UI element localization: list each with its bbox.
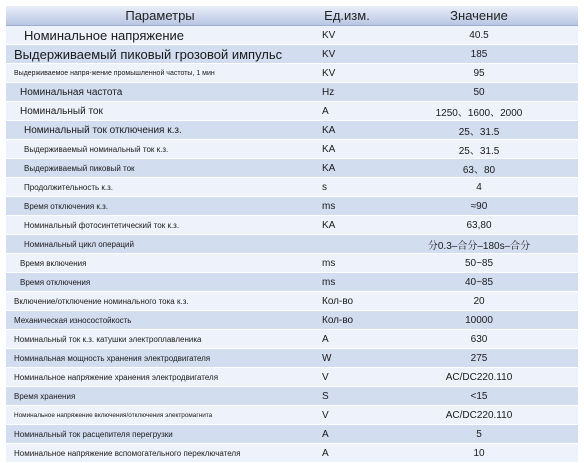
unit-cell: KA (314, 159, 380, 178)
param-cell: Номинальное напряжение вспомогательного переключателя (6, 444, 314, 463)
unit-cell: Кол-во (314, 311, 380, 330)
value-cell: 1250、1600、2000 (380, 102, 578, 121)
value-cell: 4 (380, 178, 578, 197)
table-row (6, 178, 578, 197)
param-cell: Номинальный ток (6, 102, 314, 121)
table-row (6, 311, 578, 330)
unit-cell: Hz (314, 83, 380, 102)
table-row (6, 254, 578, 273)
table-row (6, 444, 578, 463)
param-cell: Механическая износостойкость (6, 311, 314, 330)
table-row (6, 330, 578, 349)
header-param: Параметры (6, 6, 314, 26)
table-row (6, 235, 578, 254)
value-cell: 10 (380, 444, 578, 463)
table-row (6, 387, 578, 406)
table-row (6, 45, 578, 64)
table-row (6, 102, 578, 121)
table-row (6, 349, 578, 368)
value-cell: 5 (380, 425, 578, 444)
value-cell: 10000 (380, 311, 578, 330)
param-cell: Время отключения к.з. (6, 197, 314, 216)
value-cell: 630 (380, 330, 578, 349)
unit-cell: A (314, 330, 380, 349)
unit-cell: KA (314, 216, 380, 235)
param-cell: Выдерживаемый номинальный ток к.з. (6, 140, 314, 159)
table-header-row (6, 6, 578, 26)
specifications-table (6, 6, 578, 463)
unit-cell: V (314, 368, 380, 387)
value-cell: 63,80 (380, 216, 578, 235)
table-row (6, 197, 578, 216)
table-row (6, 159, 578, 178)
header-unit: Ед.изм. (314, 6, 380, 26)
table-row (6, 406, 578, 425)
value-cell: <15 (380, 387, 578, 406)
value-cell: 25、31.5 (380, 121, 578, 140)
param-cell: Номинальный ток расцепителя перегрузки (6, 425, 314, 444)
unit-cell: KV (314, 45, 380, 64)
param-cell: Номинальное напряжение включения/отключения электромагнита (6, 406, 314, 425)
value-cell: 95 (380, 64, 578, 83)
param-cell: Время включения (6, 254, 314, 273)
table-row (6, 140, 578, 159)
unit-cell: ms (314, 254, 380, 273)
unit-cell: A (314, 444, 380, 463)
param-cell: Выдерживаемый пиковый грозовой импульс (6, 45, 314, 64)
param-cell: Номинальное напряжение (6, 26, 314, 45)
unit-cell: KV (314, 64, 380, 83)
table-row (6, 83, 578, 102)
table-row (6, 292, 578, 311)
header-value: Значение (380, 6, 578, 26)
unit-cell: KA (314, 121, 380, 140)
unit-cell: A (314, 102, 380, 121)
table-row (6, 64, 578, 83)
param-cell: Номинальный ток отключения к.з. (6, 121, 314, 140)
param-cell: Включение/отключение номинального тока к.з. (6, 292, 314, 311)
value-cell: 25、31.5 (380, 140, 578, 159)
param-cell: Номинальная частота (6, 83, 314, 102)
value-cell: 185 (380, 45, 578, 64)
param-cell: Номинальный ток к.з. катушки электроплавленика (6, 330, 314, 349)
value-cell: 分0.3–合分–180s–合分 (380, 235, 578, 254)
value-cell: 50 (380, 83, 578, 102)
value-cell: 40.5 (380, 26, 578, 45)
table-row (6, 26, 578, 45)
value-cell: 20 (380, 292, 578, 311)
unit-cell: KA (314, 140, 380, 159)
table-row (6, 368, 578, 387)
value-cell: 275 (380, 349, 578, 368)
unit-cell: V (314, 406, 380, 425)
table-row (6, 121, 578, 140)
param-cell: Номинальный фотосинтетический ток к.з. (6, 216, 314, 235)
unit-cell: ms (314, 273, 380, 292)
unit-cell: KV (314, 26, 380, 45)
table-row (6, 216, 578, 235)
unit-cell: W (314, 349, 380, 368)
unit-cell: A (314, 425, 380, 444)
unit-cell: s (314, 178, 380, 197)
value-cell: AC/DC220.110 (380, 368, 578, 387)
table-row (6, 425, 578, 444)
unit-cell: Кол-во (314, 292, 380, 311)
param-cell: Выдерживаемое напря-жение промышленной частоты, 1 мин (6, 64, 314, 83)
param-cell: Номинальное напряжение хранения электродвигателя (6, 368, 314, 387)
unit-cell: ms (314, 197, 380, 216)
param-cell: Номинальный цикл операций (6, 235, 314, 254)
param-cell: Выдерживаемый пиковый ток (6, 159, 314, 178)
param-cell: Время отключения (6, 273, 314, 292)
param-cell: Время хранения (6, 387, 314, 406)
unit-cell (314, 235, 380, 254)
value-cell: 50~85 (380, 254, 578, 273)
table-row (6, 273, 578, 292)
value-cell: 40~85 (380, 273, 578, 292)
value-cell: AC/DC220.110 (380, 406, 578, 425)
param-cell: Номинальная мощность хранения электродвигателя (6, 349, 314, 368)
value-cell: 63、80 (380, 159, 578, 178)
param-cell: Продолжительность к.з. (6, 178, 314, 197)
value-cell: ≈90 (380, 197, 578, 216)
unit-cell: S (314, 387, 380, 406)
